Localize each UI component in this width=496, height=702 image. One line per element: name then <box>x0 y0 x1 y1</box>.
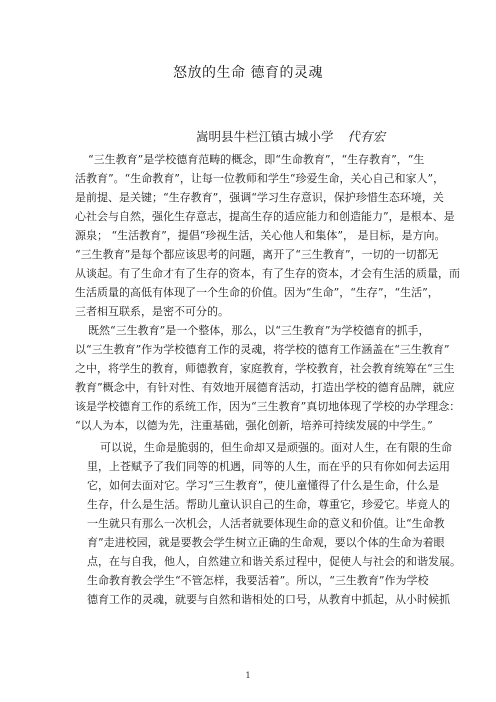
page-number: 1 <box>245 671 251 680</box>
paragraph-1-line-2: 活教育”。“生命教育”，让每一位教师和学生“珍爱生命，关心自己和家人”， <box>75 172 445 185</box>
paragraph-3-line-7: 点，在与自我，他人，自然建立和谐关系过程中，促使人与社会的和谐发展。 <box>87 555 461 568</box>
paragraph-1-line-9: 三者相互联系，是密不可分的。 <box>75 305 229 318</box>
paragraph-1-line-5: 源泉； “生活教育”，提倡“珍视生活，关心他人和集体”， 是目标，是方向。 <box>75 229 446 242</box>
author-name: 代有宏 <box>347 129 386 144</box>
paragraph-2-line-4: 教育”概念中，有针对性、有效地开展德育活动，打造出学校的德育品牌，就应 <box>75 381 455 394</box>
paragraph-1-line-4: 心社会与自然，强化生存意志，提高生存的适应能力和创造能力”，是根本、是 <box>75 210 455 223</box>
paragraph-1-line-8: 生活质量的高低有体现了一个生命的价值。因为“生命”，“生存”，“生活”， <box>75 286 439 299</box>
paragraph-1-line-7: 从谈起。有了生命才有了生存的资本，有了生存的资本，才会有生活的质量，而 <box>75 267 460 280</box>
paragraph-2-line-3: 之中，将学生的教育，师德教育，家庭教育，学校教育，社会教育统筹在“三生 <box>75 362 455 375</box>
paragraph-1-line-6: “三生教育”是每个都应该思考的问题，离开了“三生教育”，一切的一切都无 <box>75 248 439 261</box>
paragraph-3-line-8: 生命教育教会学生“不管怎样，我要活着”。所以，“三生教育”作为学校 <box>87 574 429 587</box>
paragraph-2-line-6: “以人为本，以德为先，注重基础，强化创新，培养可持续发展的中学生。” <box>75 419 433 432</box>
paragraph-1-line-1: “三生教育”是学校德育范畴的概念，即“生命教育”，“生存教育”，“生 <box>88 153 425 166</box>
paragraph-3-line-2: 里，上苍赋予了我们同等的机遇，同等的人生，而在乎的只有你如何去运用 <box>87 460 450 473</box>
paragraph-2-line-5: 该是学校德育工作的系统工作，因为“三生教育”真切地体现了学校的办学理念： <box>75 400 461 413</box>
author-line <box>196 127 385 145</box>
author-organization: 嵩明县牛栏江镇古城小学 <box>196 129 334 144</box>
document-title: 怒放的生命 德育的灵魂 <box>173 65 323 81</box>
paragraph-3-line-1: 可以说，生命是脆弱的，但生命却又是顽强的。面对人生，在有限的生命 <box>100 441 452 454</box>
paragraph-2-line-2: 以“三生教育”作为学校德育工作的灵魂，将学校的德育工作涵盖在“三生教育” <box>75 343 450 356</box>
paragraph-2-line-1: 既然“三生教育”是一个整体，那么，以“三生教育”为学校德育的抓手， <box>88 324 430 337</box>
paragraph-1-line-3: 是前提、是关键；“生存教育”，强调“学习生存意识，保护珍惜生态环境，关 <box>75 191 444 204</box>
paragraph-3-line-6: 育”走进校园，就是要教会学生树立正确的生命观，要以个体的生命为着眼 <box>87 536 445 549</box>
paragraph-3-line-5: 一生就只有那么一次机会，人活者就要体现生命的意义和价值。让“生命教 <box>87 517 445 530</box>
paragraph-3-line-9: 德育工作的灵魂，就要与自然和谐相处的口号，从教育中抓起，从小时候抓 <box>87 593 450 606</box>
paragraph-3-line-3: 它，如何去面对它。学习“三生教育”，使儿童懂得了什么是生命，什么是 <box>87 479 440 492</box>
paragraph-3-line-4: 生存，什么是生活。帮助儿童认识自己的生命，尊重它，珍爱它。毕竟人的 <box>87 498 450 511</box>
